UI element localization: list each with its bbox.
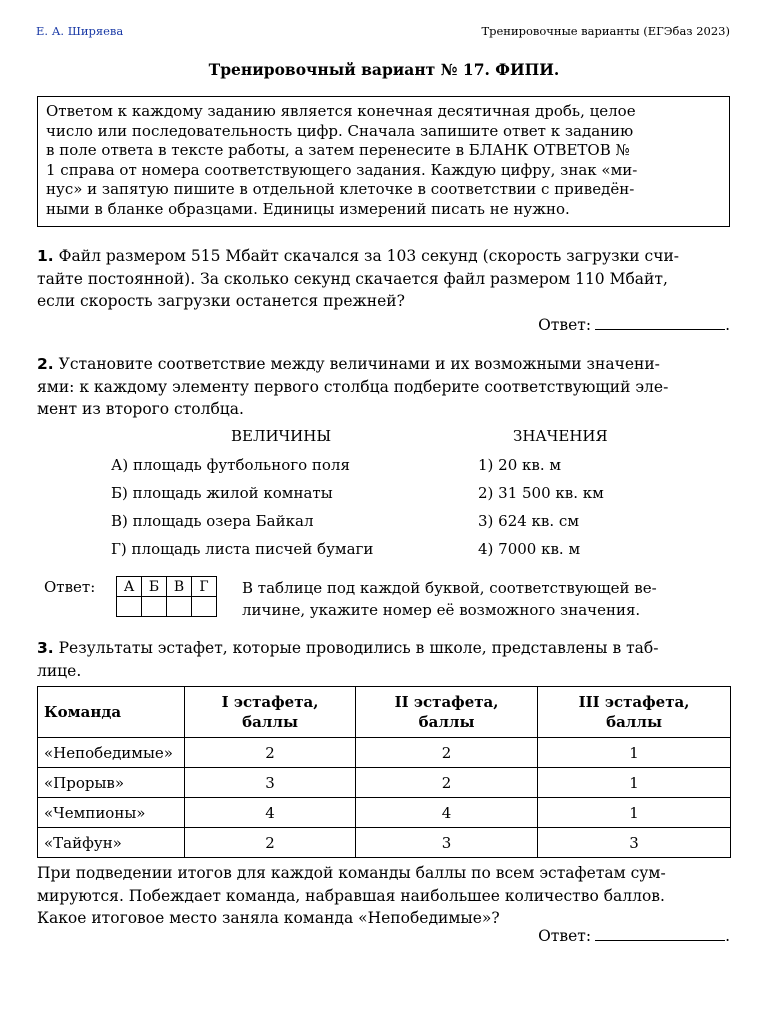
team-name: «Прорыв» (38, 768, 185, 798)
answer-field[interactable] (595, 315, 725, 330)
task-2 (37, 353, 730, 421)
answer-grid-cell[interactable] (167, 597, 192, 617)
answer-grid-cell[interactable] (117, 597, 142, 617)
answer-label: Ответ: (538, 927, 592, 945)
table-header-team: Команда (38, 687, 185, 738)
column-heading-values: ЗНАЧЕНИЯ (513, 427, 608, 445)
task-text-line: Файл размером 515 Мбайт скачался за 103 секунд (скорость загрузки счи- (58, 247, 680, 265)
task-3 (37, 637, 730, 682)
score-cell: 4 (356, 798, 538, 828)
instructions-line: число или последовательность цифр. Сначала запишите ответ к заданию (46, 121, 634, 140)
score-cell: 3 (538, 828, 731, 858)
task-3-question (37, 862, 730, 930)
answer-hint-line: В таблице под каждой буквой, соответствующей ве- (242, 579, 657, 597)
score-cell: 2 (356, 738, 538, 768)
task-text-line: ями: к каждому элементу первого столбца подберите соответствующий эле- (37, 377, 669, 396)
score-cell: 1 (538, 798, 731, 828)
instructions-line: нус» и запятую пишите в отдельной клеточке в соответствии с приведён- (46, 180, 635, 199)
series-title: Тренировочные варианты (ЕГЭбаз 2023) (481, 24, 730, 38)
answer-hint-line: личине, укажите номер её возможного значения. (242, 601, 641, 619)
answer-label: Ответ: (538, 316, 592, 334)
answer-grid-letter: Б (142, 577, 167, 597)
answer-label: Ответ: (44, 578, 96, 596)
answer-grid-cell[interactable] (192, 597, 217, 617)
team-name: «Чемпионы» (38, 798, 185, 828)
answer-hint (242, 577, 730, 621)
task-3-answer (538, 926, 730, 945)
task-number: 1. (37, 247, 54, 265)
column-heading-quantities: ВЕЛИЧИНЫ (231, 427, 332, 445)
instructions-line: ными в бланке образцами. Единицы измерений писать не нужно. (46, 199, 570, 218)
answer-grid-letter: В (167, 577, 192, 597)
table-header-relay-1: I эстафета, баллы (185, 687, 356, 738)
table-row (38, 768, 731, 798)
score-cell: 2 (185, 828, 356, 858)
answer-grid-cell[interactable] (142, 597, 167, 617)
answer-grid (116, 576, 217, 617)
page-header (36, 24, 730, 40)
instructions-line: Ответом к каждому заданию является конечная десятичная дробь, целое (46, 102, 636, 120)
table-header-relay-3: III эстафета, баллы (538, 687, 731, 738)
table-header-relay-2: II эстафета, баллы (356, 687, 538, 738)
table-row (38, 828, 731, 858)
score-cell: 2 (185, 738, 356, 768)
answer-end: . (725, 316, 730, 334)
quantity-item: Б) площадь жилой комнаты (111, 484, 333, 502)
answer-grid-letter: Г (192, 577, 217, 597)
score-cell: 1 (538, 738, 731, 768)
author-name: Е. А. Ширяева (36, 24, 124, 38)
page-title: Тренировочный вариант № 17. ФИПИ. (208, 60, 560, 79)
table-row (38, 798, 731, 828)
task-text-line: тайте постоянной). За сколько секунд скачается файл размером 110 Мбайт, (37, 269, 668, 288)
value-item: 4) 7000 кв. м (478, 540, 581, 558)
quantity-item: В) площадь озера Байкал (111, 512, 314, 530)
answer-grid-letter: А (117, 577, 142, 597)
task-text-line: мируются. Побеждает команда, набравшая наибольшее количество баллов. (37, 886, 665, 905)
value-item: 1) 20 кв. м (478, 456, 562, 474)
value-item: 2) 31 500 кв. км (478, 484, 604, 502)
score-cell: 3 (356, 828, 538, 858)
task-text-line: Результаты эстафет, которые проводились в школе, представлены в таб- (58, 639, 659, 657)
value-item: 3) 624 кв. см (478, 512, 579, 530)
task-text-line: если скорость загрузки останется прежней? (37, 292, 405, 311)
table-row (38, 738, 731, 768)
score-cell: 1 (538, 768, 731, 798)
instructions-line: в поле ответа в тексте работы, а затем перенесите в БЛАНК ОТВЕТОВ № (46, 141, 630, 160)
task-number: 3. (37, 639, 54, 657)
task-text-line: лице. (37, 661, 82, 680)
quantity-item: А) площадь футбольного поля (111, 456, 350, 474)
score-cell: 3 (185, 768, 356, 798)
task-1 (37, 245, 730, 313)
instructions-line: 1 справа от номера соответствующего задания. Каждую цифру, знак «ми- (46, 160, 638, 179)
instructions-box (37, 96, 730, 227)
team-name: «Непобедимые» (38, 738, 185, 768)
task-text-line: мент из второго столбца. (37, 400, 244, 419)
score-cell: 4 (185, 798, 356, 828)
task-number: 2. (37, 355, 54, 373)
task-text-line: Установите соответствие между величинами и их возможными значени- (58, 355, 660, 373)
answer-end: . (725, 927, 730, 945)
quantity-item: Г) площадь листа писчей бумаги (111, 540, 374, 558)
score-cell: 2 (356, 768, 538, 798)
task-text-line: При подведении итогов для каждой команды баллы по всем эстафетам сум- (37, 864, 666, 882)
results-table (37, 686, 731, 858)
task-1-answer (538, 315, 730, 334)
answer-field[interactable] (595, 926, 725, 941)
team-name: «Тайфун» (38, 828, 185, 858)
task-text-line: Какое итоговое место заняла команда «Непобедимые»? (37, 909, 500, 928)
